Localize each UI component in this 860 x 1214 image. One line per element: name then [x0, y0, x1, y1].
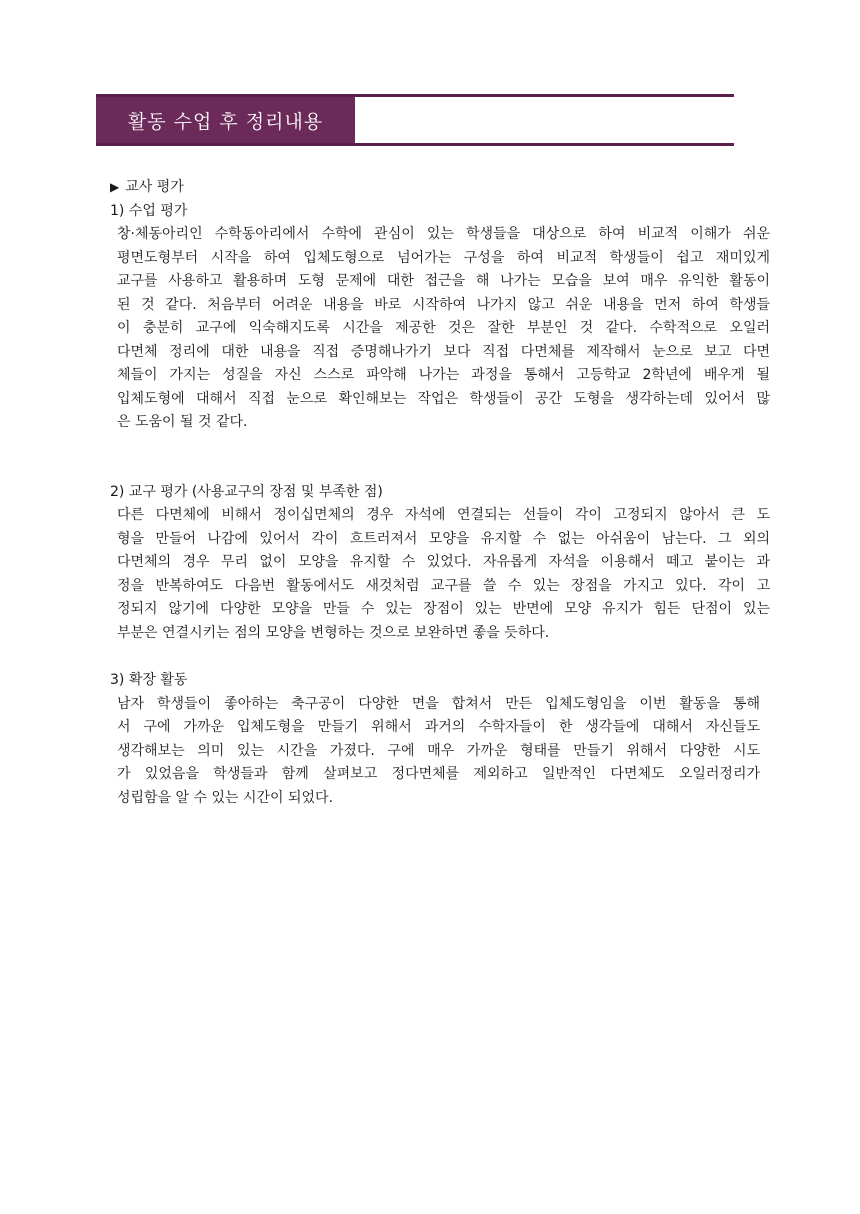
- page-title: 활동 수업 후 정리내용: [127, 110, 324, 133]
- extension-activity-paragraph: [110, 693, 770, 811]
- paragraph-line: 입체도형에 대해서 직접 눈으로 확인해보는 작업은 학생들이 공간 도형을 생각하는데 있어서 많: [117, 390, 770, 407]
- paragraph-line: 생각해보는 의미 있는 시간을 가졌다. 구에 매우 가까운 형태를 만들기 위해서 다양한 시도: [117, 742, 760, 759]
- header-title-box: [96, 97, 355, 143]
- paragraph-line: 교구를 사용하고 활용하며 도형 문제에 대한 접근을 해 나가는 모습을 보여 매우 유익한 활동이: [117, 273, 770, 289]
- extension-activity-heading: 3) 확장 활동: [110, 672, 188, 688]
- paragraph-line: 다면체 정리에 대한 내용을 직접 증명해나가기 보다 직접 다면체를 제작해서 눈으로 보고 다면: [117, 343, 770, 360]
- paragraph-line: 된 것 같다. 처음부터 어려운 내용을 바로 시작하여 나가지 않고 쉬운 내용을 먼저 하여 학생들: [117, 296, 770, 313]
- triangle-bullet-icon: ▶: [110, 180, 120, 194]
- paragraph-line: 창·체동아리인 수학동아리에서 수학에 관심이 있는 학생들을 대상으로 하여 비교적 이해가 쉬운: [117, 226, 770, 242]
- paragraph-line: 남자 학생들이 좋아하는 축구공이 다양한 면을 합쳐서 만든 입체도형임을 이번 활동을 통해: [117, 695, 760, 712]
- paragraph-line: 체들이 가지는 성질을 자신 스스로 파악해 나가는 과정을 통해서 고등학교 2학년에 배우게 될: [117, 367, 770, 383]
- paragraph-line: 성립함을 알 수 있는 시간이 되었다.: [117, 789, 334, 806]
- paragraph-line: 평면도형부터 시작을 하여 입체도형으로 넘어가는 구성을 하여 비교적 학생들이 쉽고 재미있게: [117, 249, 770, 266]
- teacher-eval-heading: [110, 176, 770, 200]
- section-header: [96, 94, 734, 146]
- tool-eval-heading: 2) 교구 평가 (사용교구의 장점 및 부족한 점): [110, 483, 383, 500]
- class-eval-heading: 1) 수업 평가: [110, 202, 188, 219]
- paragraph-line: 형을 만들어 나감에 있어서 각이 흐트러져서 모양을 유지할 수 없는 아쉬움이 남는다. 그 외의: [117, 530, 770, 547]
- paragraph-line: 가 있었음을 학생들과 함께 살펴보고 정다면체를 제외하고 일반적인 다면체도 오일러정리가: [117, 766, 760, 782]
- paragraph-line: 다른 다면체에 비해서 정이십면체의 경우 자석에 연결되는 선들이 각이 고정되지 않아서 큰 도: [117, 507, 770, 523]
- paragraph-line: 은 도움이 될 것 같다.: [117, 414, 248, 430]
- paragraph-line: 서 구에 가까운 입체도형을 만들기 위해서 과거의 수학자들이 한 생각들에 대해서 자신들도: [117, 719, 760, 735]
- paragraph-line: 부분은 연결시키는 점의 모양을 변형하는 것으로 보완하면 좋을 듯하다.: [117, 624, 550, 641]
- document-body: [110, 176, 770, 810]
- class-eval-paragraph: [110, 223, 770, 435]
- paragraph-line: 정을 반복하여도 다음번 활동에서도 새것처럼 교구를 쓸 수 있는 장점을 가지고 있다. 각이 고: [117, 577, 770, 594]
- header-bottom-rule: [96, 143, 734, 146]
- paragraph-line: 다면체의 경우 무리 없이 모양을 유지할 수 있었다. 자유롭게 자석을 이용해서 떼고 붙이는 과: [117, 554, 770, 570]
- tool-eval-paragraph: [110, 504, 770, 645]
- paragraph-line: 이 충분히 교구에 익숙해지도록 시간을 제공한 것은 잘한 부분인 것 같다. 수학적으로 오일러: [117, 320, 770, 336]
- paragraph-line: 정되지 않기에 다양한 모양을 만들 수 있는 장점이 있는 반면에 모양 유지가 힘든 단점이 있는: [117, 601, 770, 617]
- teacher-eval-label: 교사 평가: [125, 179, 184, 195]
